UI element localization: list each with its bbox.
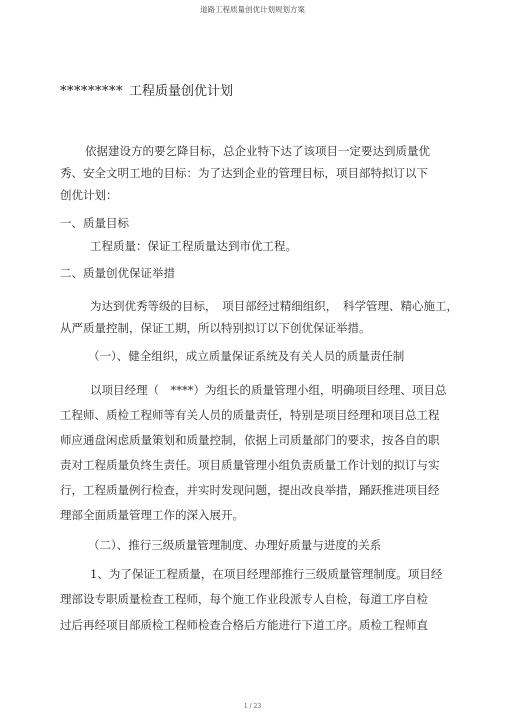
paragraph-line: 秀、安全文明工地的目标：为了达到企业的管理目标，项目部特拟订以下 (60, 166, 428, 180)
subsection-heading: （二）、推行三级质量管理制度、办理好质量与进度的关系 (88, 538, 382, 552)
running-header: 道路工程质量创优计划规划方案 (200, 5, 305, 14)
section-heading: 二、质量创优保证举措 (60, 266, 175, 280)
page-title (60, 80, 233, 99)
paragraph-line: 理部设专职质量检查工程师，每个施工作业段派专人自检，每道工序自检 (60, 592, 428, 606)
paragraph-line: 理部全面质量管理工作的深入展开。 (60, 508, 244, 522)
title-text: 工程质量创优计划 (129, 84, 234, 99)
paragraph-line: 责对工程质量负终生责任。项目质量管理小组负责质量工作计划的拟订与实 (60, 458, 440, 472)
paragraph-line: 行，工程质量例行检查，并实时发现问题，提出改良举措，踊跃推进项目经 (60, 483, 440, 497)
paragraph-line: 过后再经项目部质检工程师检查合格后方能进行下道工序。质检工程师直 (60, 618, 428, 632)
subsection-heading: （一）、健全组织，成立质量保证系统及有关人员的质量责任制 (88, 349, 405, 363)
page-number: 1 / 23 (243, 703, 262, 710)
paragraph-line: 1、为了保证工程质量，在项目经理部推行三级质量管理制度。项目经 (90, 567, 443, 581)
paragraph-line: 工程师、质检工程师等有关人员的质量责任，特别是项目经理和项目总工程 (60, 408, 440, 422)
title-stars: ********* (60, 84, 123, 99)
paragraph-line: 工程质量：保证工程质量达到市优工程。 (90, 239, 297, 253)
paragraph-line: 从严质量控制，保证工期，所以特别拟订以下创优保证举措。 (60, 321, 371, 335)
paragraph-line: 为达到优秀等级的目标， 项目部经过精细组织， 科学管理、精心施工， (90, 299, 458, 313)
paragraph-line: 依据建设方的要乞降目标，总企业特下达了该项目一定要达到质量优 (85, 144, 430, 158)
paragraph-line: 师应通盘闲虑质量策划和质量控制，依据上司质量部门的要求，按各自的职 (60, 433, 440, 447)
paragraph-line: 创优计划： (60, 188, 118, 202)
section-heading: 一、质量目标 (60, 216, 129, 230)
paragraph-line: 以项目经理（ ****）为组长的质量管理小组，明确项目经理、项目总 (90, 383, 447, 397)
